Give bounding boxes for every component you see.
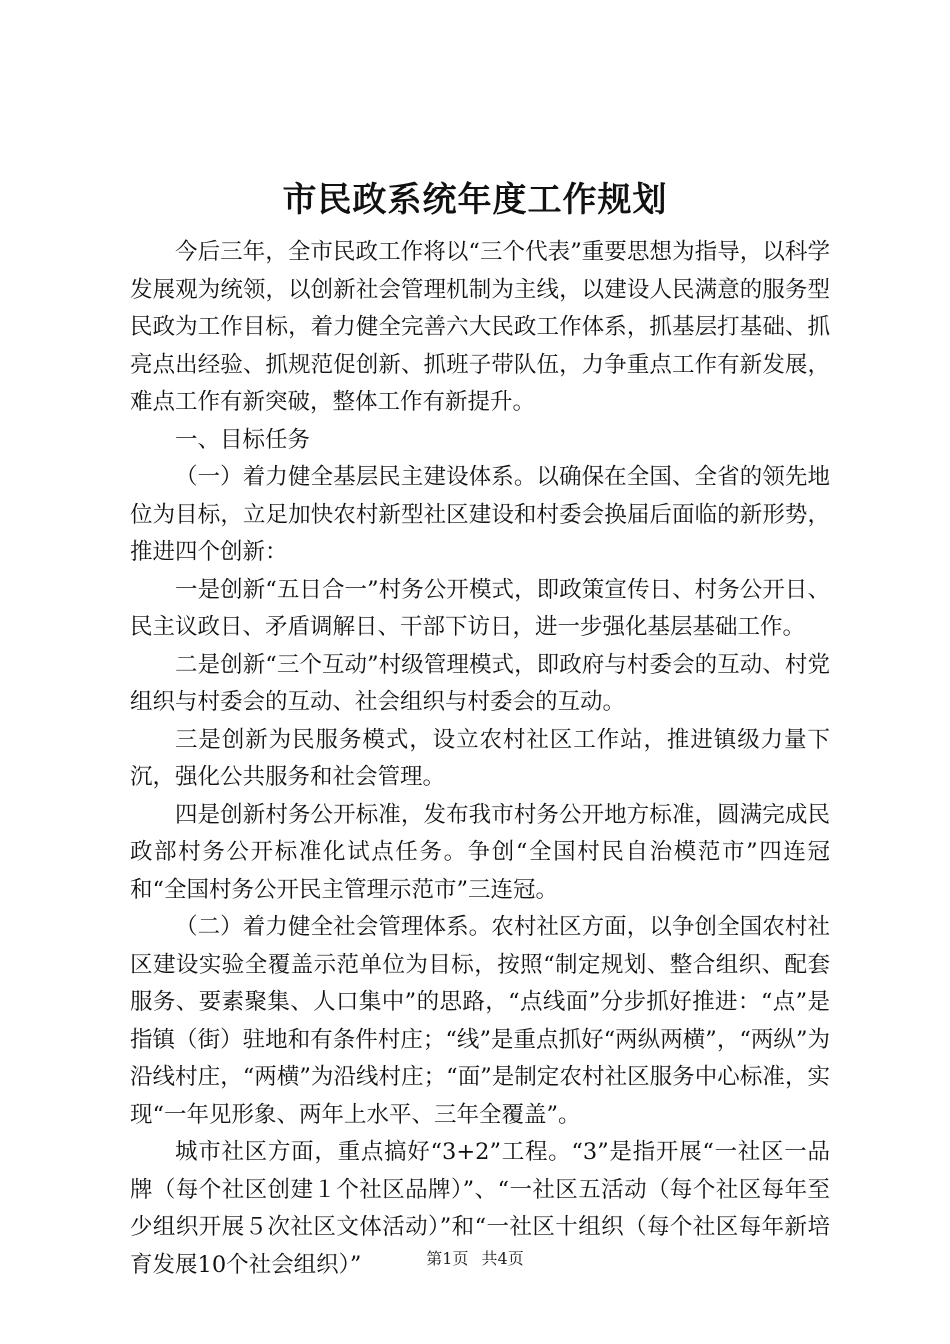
page-footer <box>0 1246 950 1269</box>
paragraph-innovation-three: 三是创新为民服务模式，设立农村社区工作站，推进镇级力量下沉，强化公共服务和社会管理。 <box>130 726 830 790</box>
paragraph-urban-community: 城市社区方面，重点搞好“3+2”工程。“3”是指开展“一社区一品牌（每个社区创建１个社区品牌）”、“一社区五活动（每个社区每年至少组织开展５次社区文体活动）”和“一社区十组织（每个社区每年新培育发展10个社会组织）” <box>130 1139 830 1278</box>
paragraph-innovation-one: 一是创新“五日合一”村务公开模式，即政策宣传日、村务公开日、民主议政日、矛盾调解日、干部下访日，进一步强化基层基础工作。 <box>130 576 830 640</box>
document-body <box>130 234 830 1284</box>
paragraph-innovation-two: 二是创新“三个互动”村级管理模式，即政府与村委会的互动、村党组织与村委会的互动、社会组织与村委会的互动。 <box>130 651 830 715</box>
paragraph-grassroots-democracy: （一）着力健全基层民主建设体系。以确保在全国、全省的领先地位为目标，立足加快农村新型社区建设和村委会换届后面临的新形势，推进四个创新： <box>130 464 830 565</box>
paragraph-innovation-four: 四是创新村务公开标准，发布我市村务公开地方标准，圆满完成民政部村务公开标准化试点任务。争创“全国村民自治模范市”四连冠和“全国村务公开民主管理示范市”三连冠。 <box>130 801 830 903</box>
paragraph-intro: 今后三年，全市民政工作将以“三个代表”重要思想为指导，以科学发展观为统领，以创新社会管理机制为主线，以建设人民满意的服务型民政为工作目标，着力健全完善六大民政工作体系，抓基层打基础、抓亮点出经验、抓规范促创新、抓班子带队伍，力争重点工作有新发展，难点工作有新突破，整体工作有新提升。 <box>130 239 830 415</box>
page-number: 第1页 <box>426 1249 469 1268</box>
paragraph-social-management: （二）着力健全社会管理体系。农村社区方面，以争创全国农村社区建设实验全覆盖示范单位为目标，按照“制定规划、整合组织、配套服务、要素聚集、人口集中”的思路，“点线面”分步抓好推进：“点”是指镇（街）驻地和有条件村庄；“线”是重点抓好“两纵两横”，“两纵”为沿线村庄，“两横”为沿线村庄；“面”是制定农村社区服务中心标准，实现“一年见形象、两年上水平、三年全覆盖”。 <box>130 914 830 1128</box>
section-heading-goals: 一、目标任务 <box>175 426 311 453</box>
document-title: 市民政系统年度工作规划 <box>282 180 668 220</box>
page-total: 共4页 <box>481 1249 524 1268</box>
